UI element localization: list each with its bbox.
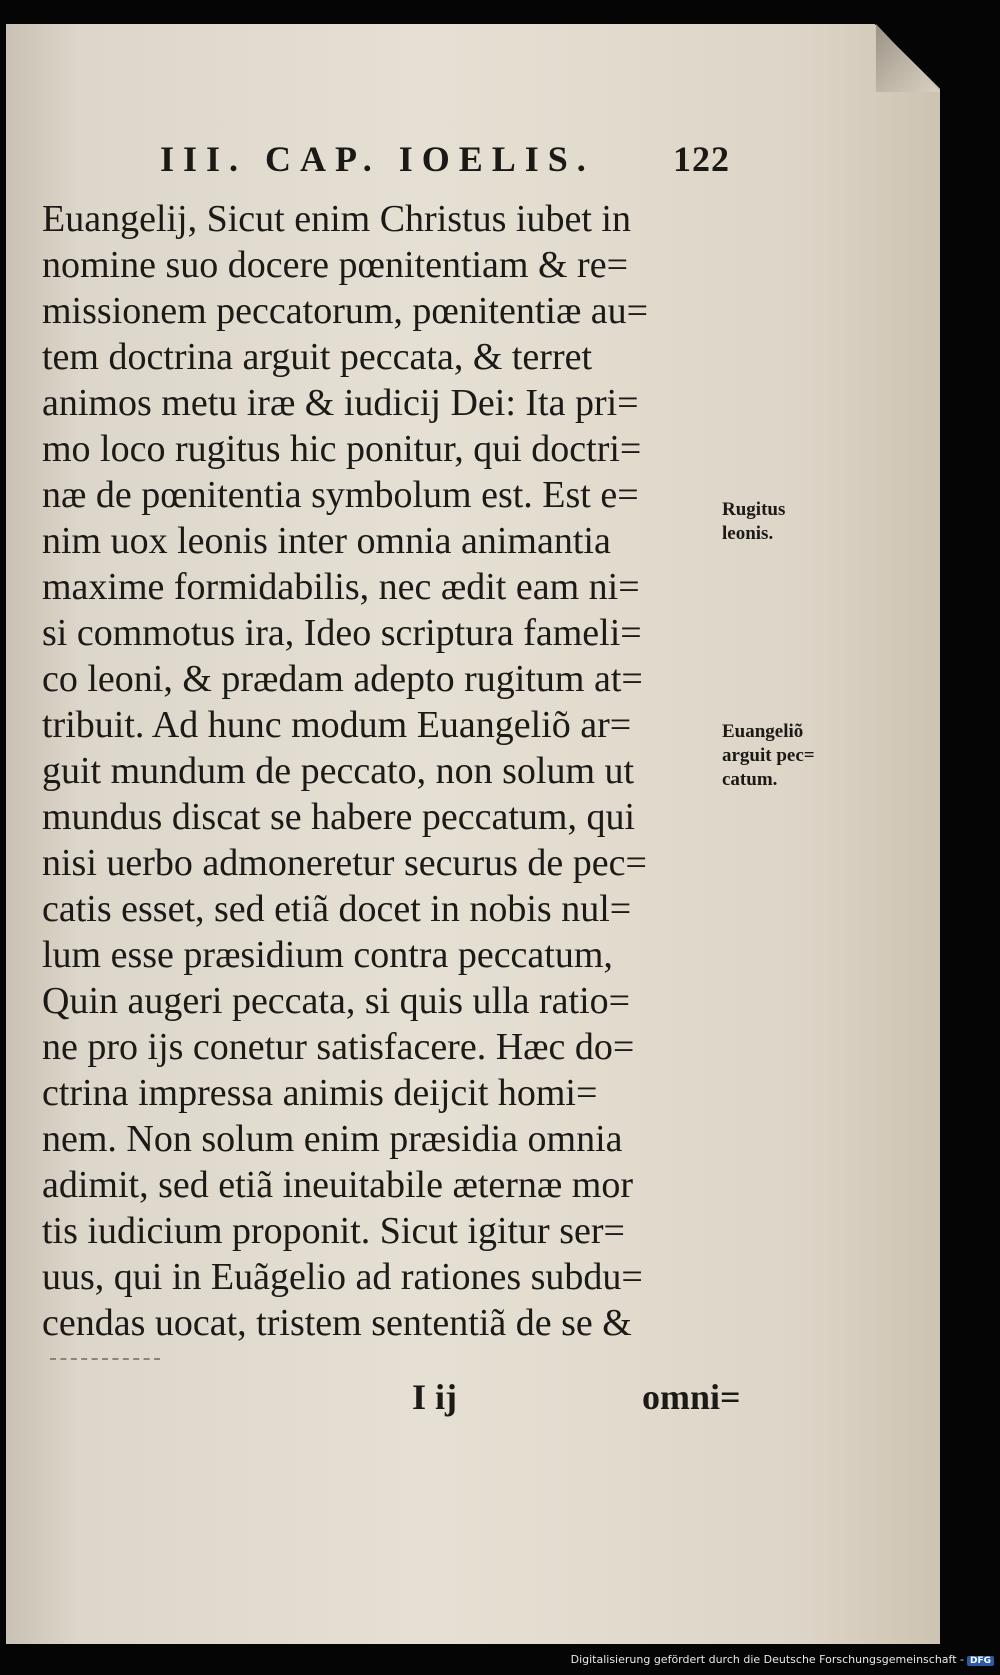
text-line: maxime formidabilis, nec ædit eam ni=	[42, 566, 640, 608]
margin-note	[722, 720, 872, 792]
text-line: catis esset, sed etiã docet in nobis nul=	[42, 888, 632, 930]
text-line: missionem peccatorum, pœnitentiæ au=	[42, 290, 649, 332]
text-line: nomine suo docere pœnitentiam & re=	[42, 244, 628, 286]
margin-note	[722, 498, 872, 546]
text-line: næ de pœnitentia symbolum est. Est e=	[42, 474, 639, 516]
text-line: nem. Non solum enim præsidia omnia	[42, 1118, 623, 1160]
margin-note-line: arguit pec=	[722, 745, 815, 766]
text-line: ctrina impressa animis deijcit homi=	[42, 1072, 598, 1114]
page-number: 122	[673, 139, 730, 179]
text-line: tribuit. Ad hunc modum Euangeliõ ar=	[42, 704, 632, 746]
margin-note-line: Euangeliõ	[722, 721, 804, 742]
text-line: uus, qui in Euãgelio ad rationes subdu=	[42, 1256, 643, 1298]
margin-note-line: leonis.	[722, 523, 774, 544]
text-line: cendas uocat, tristem sententiã de se &	[42, 1302, 632, 1344]
text-line: co leoni, & prædam adepto rugitum at=	[42, 658, 643, 700]
margin-note-line: catum.	[722, 769, 778, 790]
text-line: mo loco rugitus hic ponitur, qui doctri=	[42, 428, 642, 470]
running-title: III. CAP. IOELIS.	[160, 139, 595, 179]
digitization-credit	[571, 1653, 994, 1666]
text-line: adimit, sed etiã ineuitabile æternæ mor	[42, 1164, 633, 1206]
text-line: tis iudicium proponit. Sicut igitur ser=	[42, 1210, 625, 1252]
credit-text: Digitalisierung gefördert durch die Deutsche Forschungsgemeinschaft -	[570, 1653, 964, 1666]
page-footer	[42, 1376, 741, 1426]
text-line: mundus discat se habere peccatum, qui	[42, 796, 636, 838]
text-line: nisi uerbo admoneretur securus de pec=	[42, 842, 647, 884]
margin-note-line: Rugitus	[722, 499, 786, 520]
catchword: omni=	[642, 1377, 741, 1417]
page-header	[150, 138, 730, 188]
text-line: guit mundum de peccato, non solum ut	[42, 750, 635, 792]
text-line: tem doctrina arguit peccata, & terret	[42, 336, 593, 378]
text-line: lum esse præsidium contra peccatum,	[42, 934, 613, 976]
text-line: si commotus ira, Ideo scriptura fameli=	[42, 612, 642, 654]
dfg-logo: DFG	[967, 1656, 994, 1666]
text-line: nim uox leonis inter omnia animantia	[42, 520, 611, 562]
signature-mark: I ij	[412, 1377, 457, 1417]
text-line: animos metu iræ & iudicij Dei: Ita pri=	[42, 382, 639, 424]
text-line: Euangelij, Sicut enim Christus iubet in	[42, 198, 631, 240]
text-line: ne pro ijs conetur satisfacere. Hæc do=	[42, 1026, 635, 1068]
text-line: Quin augeri peccata, si quis ulla ratio=	[42, 980, 631, 1022]
body-text	[42, 196, 732, 1346]
bleed-through-mark	[50, 1358, 160, 1366]
